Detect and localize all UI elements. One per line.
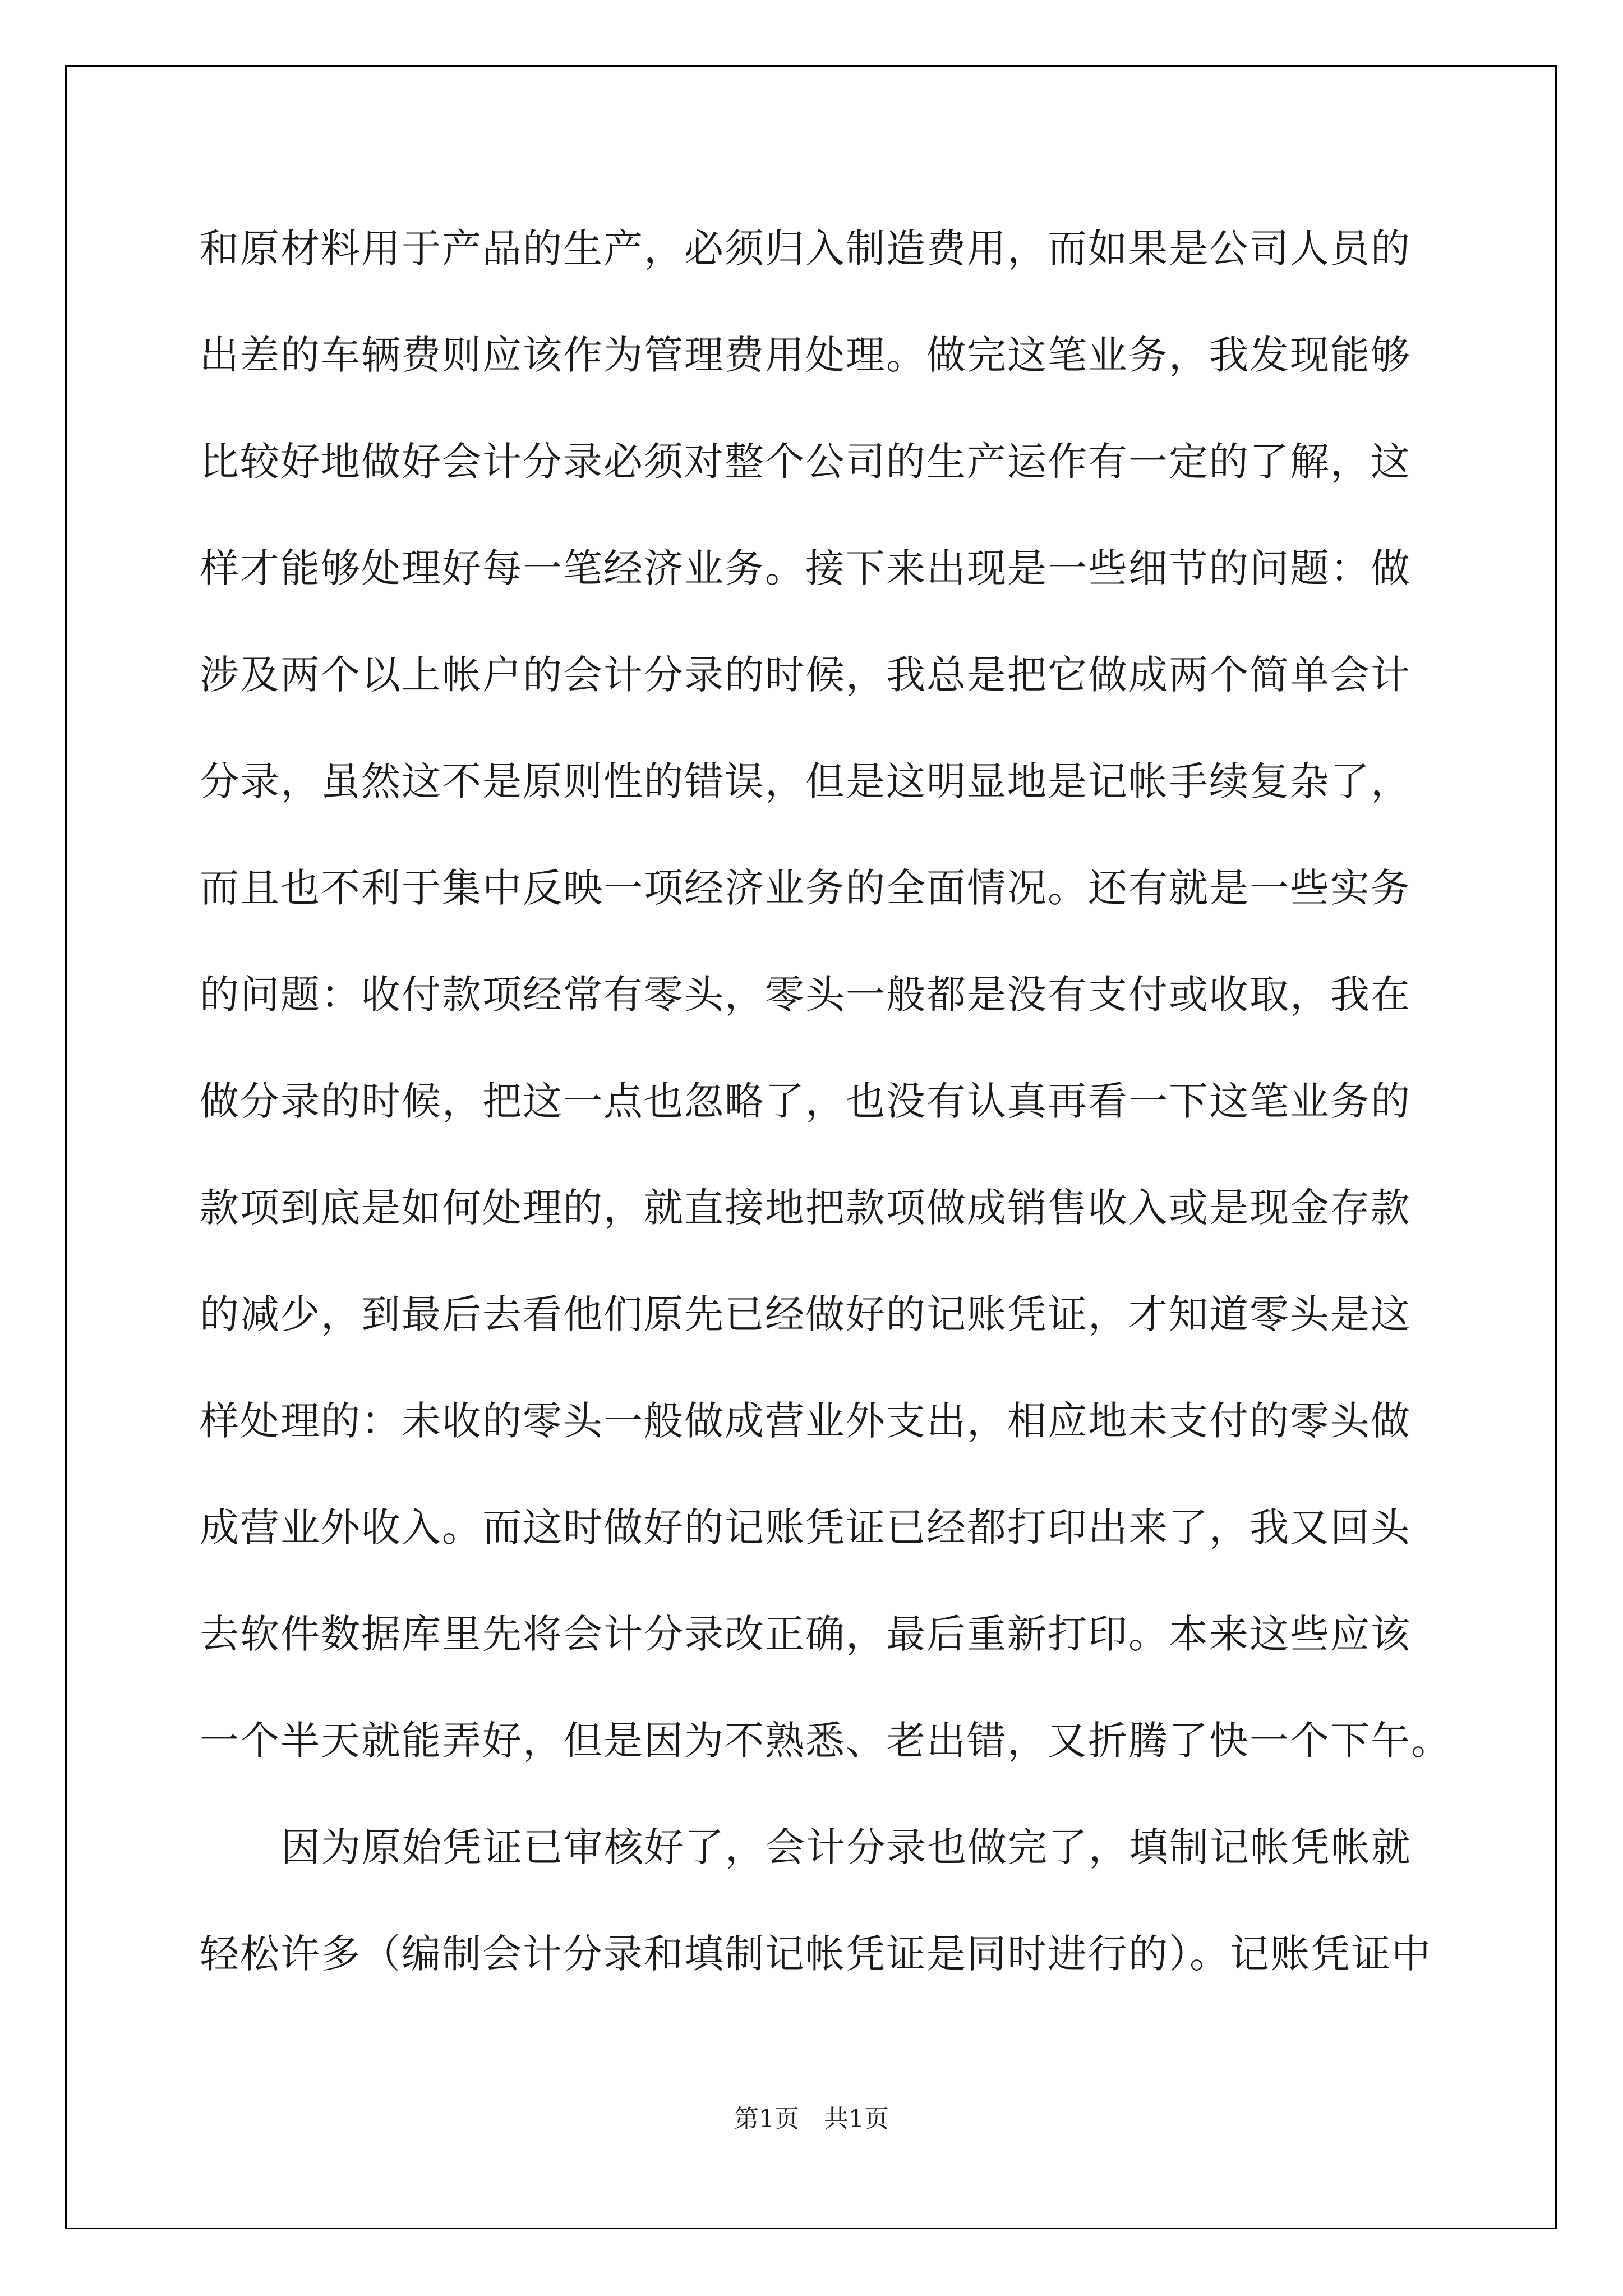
text-line: 去软件数据库里先将会计分录改正确，最后重新打印。本来这些应该 (200, 1611, 1411, 1657)
text-line: 而且也不利于集中反映一项经济业务的全面情况。还有就是一些实务 (200, 865, 1411, 911)
text-line: 样才能够处理好每一笔经济业务。接下来出现是一些细节的问题：做 (200, 545, 1411, 591)
text-line: 一个半天就能弄好，但是因为不熟悉、老出错，又折腾了快一个下午。 (200, 1718, 1451, 1764)
text-line: 和原材料用于产品的生产，必须归入制造费用，而如果是公司人员的 (200, 226, 1411, 272)
text-line: 样处理的：未收的零头一般做成营业外支出，相应地未支付的零头做 (200, 1398, 1411, 1444)
page-number-footer: 第1页 共1页 (734, 2105, 889, 2133)
text-line: 的问题：收付款项经常有零头，零头一般都是没有支付或收取，我在 (200, 972, 1411, 1018)
text-line: 出差的车辆费则应该作为管理费用处理。做完这笔业务，我发现能够 (200, 332, 1411, 378)
text-line: 分录，虽然这不是原则性的错误，但是这明显地是记帐手续复杂了， (200, 758, 1411, 804)
text-line: 做分录的时候，把这一点也忽略了，也没有认真再看一下这笔业务的 (200, 1078, 1411, 1124)
document-body (200, 206, 1451, 2018)
text-line: 款项到底是如何处理的，就直接地把款项做成销售收入或是现金存款 (200, 1185, 1411, 1231)
text-line: 成营业外收入。而这时做好的记账凭证已经都打印出来了，我又回头 (200, 1504, 1411, 1550)
text-line: 轻松许多（编制会计分录和填制记帐凭证是同时进行的）。记账凭证中 (200, 1931, 1432, 1977)
text-line: 的减少，到最后去看他们原先已经做好的记账凭证，才知道零头是这 (200, 1291, 1411, 1337)
text-line: 涉及两个以上帐户的会计分录的时候，我总是把它做成两个简单会计 (200, 652, 1411, 698)
text-line: 比较好地做好会计分录必须对整个公司的生产运作有一定的了解，这 (200, 439, 1411, 485)
paragraph-start-line: 因为原始凭证已审核好了，会计分录也做完了，填制记帐凭帐就 (281, 1824, 1412, 1870)
